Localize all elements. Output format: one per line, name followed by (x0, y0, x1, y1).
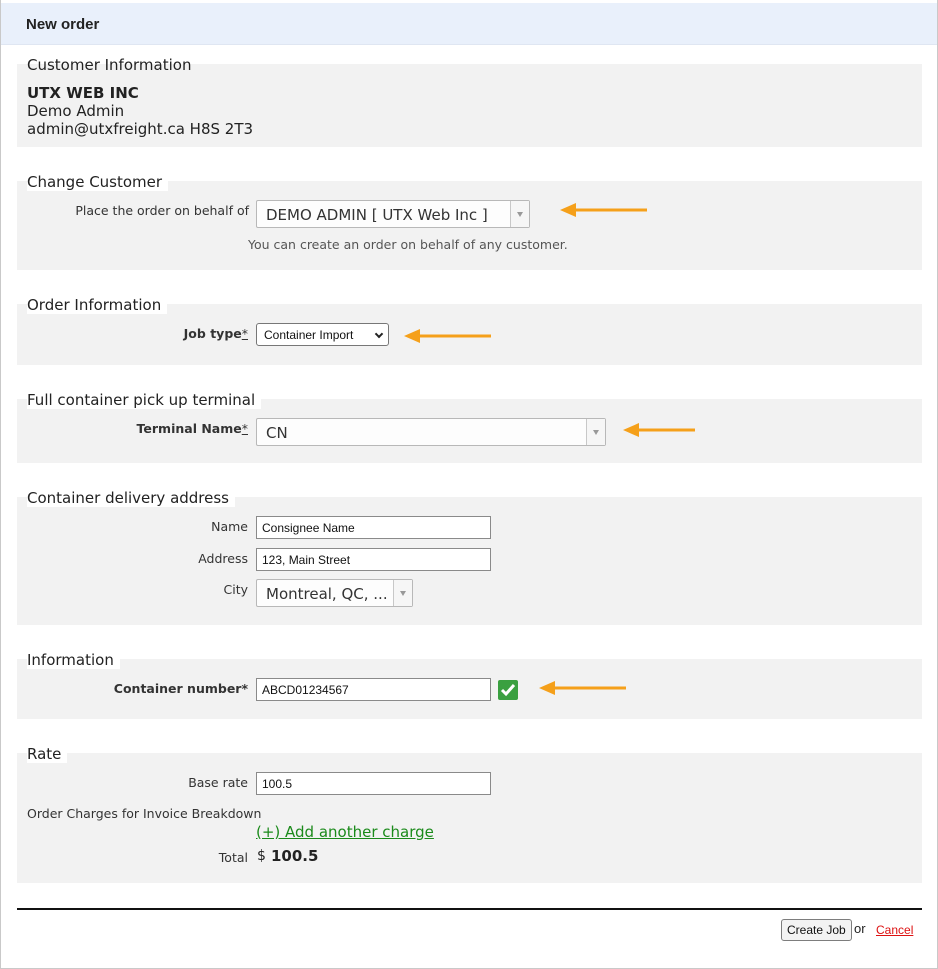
base-rate-label: Base rate (188, 775, 248, 790)
total-value: 100.5 (271, 847, 319, 865)
terminal-title: Full container pick up terminal (27, 391, 261, 409)
customer-combobox[interactable] (256, 200, 530, 228)
job-type-select[interactable] (256, 323, 389, 346)
customer-info-title: Customer Information (27, 56, 192, 74)
annotation-arrow-icon (560, 202, 650, 218)
order-info-title: Order Information (27, 296, 167, 314)
name-label: Name (211, 519, 248, 534)
base-rate-input[interactable]: 100.5 (256, 772, 491, 795)
page-title: New order (26, 16, 100, 33)
change-customer-title: Change Customer (27, 173, 168, 191)
or-text: or (854, 921, 866, 936)
job-type-label: Job type* (183, 326, 248, 341)
address-input[interactable]: 123, Main Street (256, 548, 491, 571)
behalf-hint: You can create an order on behalf of any customer. (248, 237, 568, 252)
terminal-value: CN (266, 424, 288, 442)
customer-name: Demo Admin (27, 102, 125, 120)
information-title: Information (27, 651, 120, 669)
customer-company: UTX WEB INC (27, 84, 139, 102)
customer-combobox-value: DEMO ADMIN [ UTX Web Inc ] (266, 206, 488, 224)
address-label: Address (198, 551, 248, 566)
footer-divider (17, 908, 922, 910)
page-header (1, 3, 937, 45)
create-job-button[interactable]: Create Job (781, 919, 852, 941)
total-currency: $ (257, 848, 266, 864)
container-number-label: Container number* (113, 681, 248, 696)
annotation-arrow-icon (623, 422, 698, 438)
terminal-label: Terminal Name* (136, 421, 248, 436)
rate-title: Rate (27, 745, 67, 763)
total-label: Total (218, 850, 248, 865)
behalf-label: Place the order on behalf of (75, 203, 249, 218)
terminal-combobox[interactable] (256, 418, 606, 446)
check-icon (498, 680, 518, 700)
city-combobox[interactable] (256, 579, 413, 607)
charges-label: Order Charges for Invoice Breakdown (27, 806, 262, 821)
chevron-down-icon[interactable] (510, 201, 529, 227)
add-charge-link[interactable]: (+) Add another charge (256, 823, 434, 841)
annotation-arrow-icon (404, 328, 494, 344)
delivery-title: Container delivery address (27, 489, 235, 507)
container-number-input[interactable]: ABCD01234567 (256, 678, 491, 701)
customer-email: admin@utxfreight.ca H8S 2T3 (27, 120, 254, 138)
city-value: Montreal, QC, ... (266, 585, 388, 603)
city-label: City (223, 582, 248, 597)
chevron-down-icon[interactable] (393, 580, 412, 606)
consignee-name-input[interactable]: Consignee Name (256, 516, 491, 539)
annotation-arrow-icon (539, 680, 629, 696)
chevron-down-icon[interactable] (586, 419, 605, 445)
job-type-value: Container Import (264, 328, 354, 342)
cancel-link[interactable]: Cancel (876, 923, 914, 937)
chevron-down-icon (375, 330, 383, 338)
